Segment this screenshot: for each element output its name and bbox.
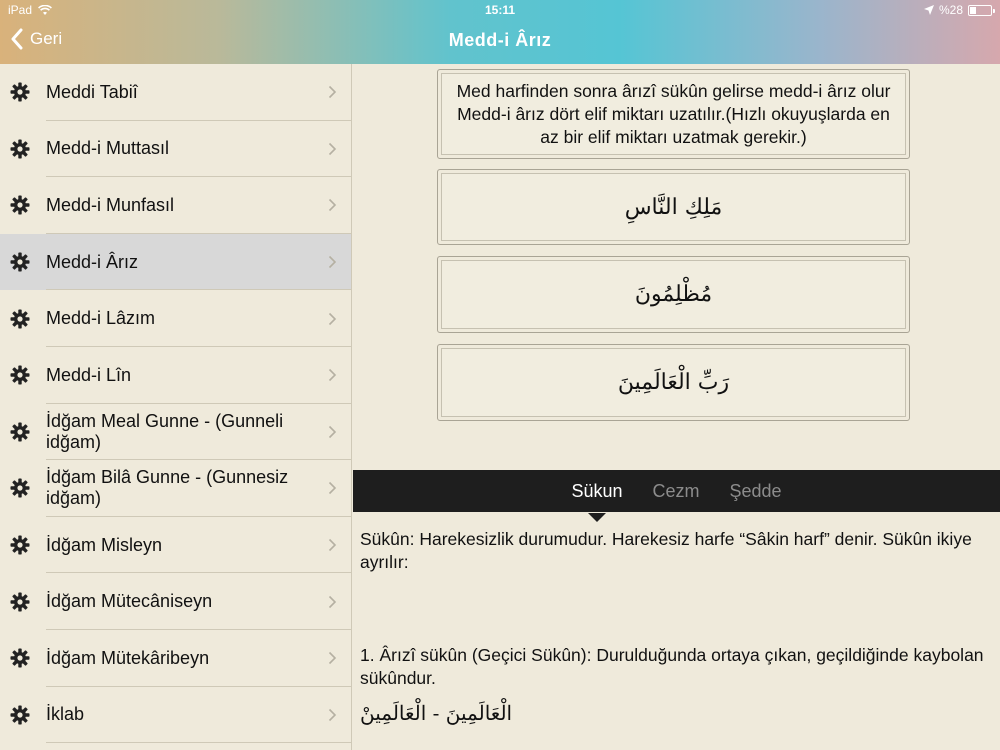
- gear-icon: [10, 365, 30, 385]
- chevron-right-icon: [328, 255, 337, 269]
- description-paragraph-1: Sükûn: Harekesizlik durumudur. Harekesiz harfe “Sâkin harf” denir. Sükûn ikiye ayrılır:: [360, 529, 972, 572]
- battery-icon: [968, 5, 992, 16]
- sidebar-item-label: İdğam Bilâ Gunne - (Gunnesiz idğam): [46, 467, 289, 509]
- sidebar-item[interactable]: [0, 121, 351, 178]
- sidebar-item[interactable]: [0, 64, 351, 121]
- tab-sukun[interactable]: Sükun: [571, 480, 623, 501]
- gear-icon: [10, 195, 30, 215]
- sidebar-item-label: Medd-i Munfasıl: [46, 194, 175, 215]
- page-title: Medd-i Ârız: [448, 30, 552, 50]
- example-card: [437, 344, 910, 421]
- example-arabic-text: رَبِّ الْعَالَمِينَ: [617, 370, 730, 395]
- sidebar-item[interactable]: [0, 517, 351, 574]
- chevron-right-icon: [328, 312, 337, 326]
- chevron-right-icon: [328, 708, 337, 722]
- battery-percent: %28: [938, 3, 963, 17]
- status-right: [924, 3, 992, 17]
- example-arabic-text: مَلِكِ النَّاسِ: [624, 194, 723, 220]
- segmented-tab-bar: [353, 470, 1000, 512]
- sidebar-item[interactable]: [0, 234, 351, 291]
- sidebar-item[interactable]: [0, 290, 351, 347]
- gear-icon: [10, 592, 30, 612]
- chevron-right-icon: [328, 142, 337, 156]
- example-arabic-text: مُظْلِمُونَ: [634, 282, 713, 307]
- chevron-right-icon: [328, 368, 337, 382]
- sidebar-item-label: İklab: [46, 704, 85, 725]
- sidebar-item-label: İdğam Misleyn: [46, 534, 163, 555]
- example-card: [437, 169, 910, 245]
- tab-cezm[interactable]: Cezm: [652, 480, 700, 501]
- sidebar: [0, 64, 352, 750]
- sidebar-item-label: Medd-i Lâzım: [46, 308, 156, 329]
- status-bar: [0, 0, 1000, 20]
- gear-icon: [10, 139, 30, 159]
- sidebar-item[interactable]: [0, 404, 351, 461]
- gear-icon: [10, 535, 30, 555]
- tab-sedde[interactable]: Şedde: [729, 480, 782, 501]
- gear-icon: [10, 478, 30, 498]
- definition-text: Med harfinden sonra ârızî sükûn gelirse medd-i ârız olur Medd-i ârız dört elif miktarı uzatılır.(Hızlı okuyuşlarda en az bir elif miktarı uzatmak gerekir.): [456, 80, 891, 147]
- sidebar-item[interactable]: [0, 630, 351, 687]
- definition-card: [437, 69, 910, 159]
- gear-icon: [10, 252, 30, 272]
- status-time: 15:11: [484, 3, 516, 17]
- sidebar-item[interactable]: [0, 460, 351, 517]
- chevron-right-icon: [328, 651, 337, 665]
- location-icon: [924, 5, 934, 15]
- top-bar: [0, 0, 1000, 64]
- sidebar-item[interactable]: [0, 573, 351, 630]
- sidebar-item-label: İdğam Meal Gunne - (Gunneli idğam): [46, 410, 284, 452]
- main-content: [353, 64, 1000, 750]
- chevron-right-icon: [328, 198, 337, 212]
- back-label: Geri: [30, 29, 63, 48]
- description-panel: [360, 528, 992, 725]
- sidebar-item-label: İdğam Mütekâribeyn: [46, 647, 210, 668]
- sidebar-item-label: Meddi Tabiî: [46, 81, 138, 102]
- navigation-bar: [0, 20, 1000, 64]
- gear-icon: [10, 648, 30, 668]
- sidebar-item[interactable]: [0, 687, 351, 744]
- description-paragraph-2: 1. Ârızî sükûn (Geçici Sükûn): Durulduğunda ortaya çıkan, geçildiğinde kaybolan sükûndur.: [360, 645, 984, 688]
- sidebar-item-label: Medd-i Ârız: [46, 251, 139, 272]
- chevron-right-icon: [328, 425, 337, 439]
- chevron-right-icon: [328, 481, 337, 495]
- gear-icon: [10, 309, 30, 329]
- sidebar-item-label: İdğam Mütecâniseyn: [46, 591, 213, 612]
- chevron-right-icon: [328, 538, 337, 552]
- gear-icon: [10, 422, 30, 442]
- sidebar-item-label: Medd-i Muttasıl: [46, 138, 170, 159]
- description-arabic-example: الْعَالَمِينَ - الْعَالَمِينْ: [360, 701, 513, 725]
- chevron-right-icon: [328, 85, 337, 99]
- sidebar-item[interactable]: [0, 347, 351, 404]
- sidebar-item[interactable]: [0, 177, 351, 234]
- chevron-right-icon: [328, 595, 337, 609]
- gear-icon: [10, 82, 30, 102]
- example-card: [437, 256, 910, 333]
- gear-icon: [10, 705, 30, 725]
- sidebar-item-label: Medd-i Lîn: [46, 364, 132, 385]
- row-divider: [46, 742, 351, 743]
- device-label: iPad: [8, 3, 33, 17]
